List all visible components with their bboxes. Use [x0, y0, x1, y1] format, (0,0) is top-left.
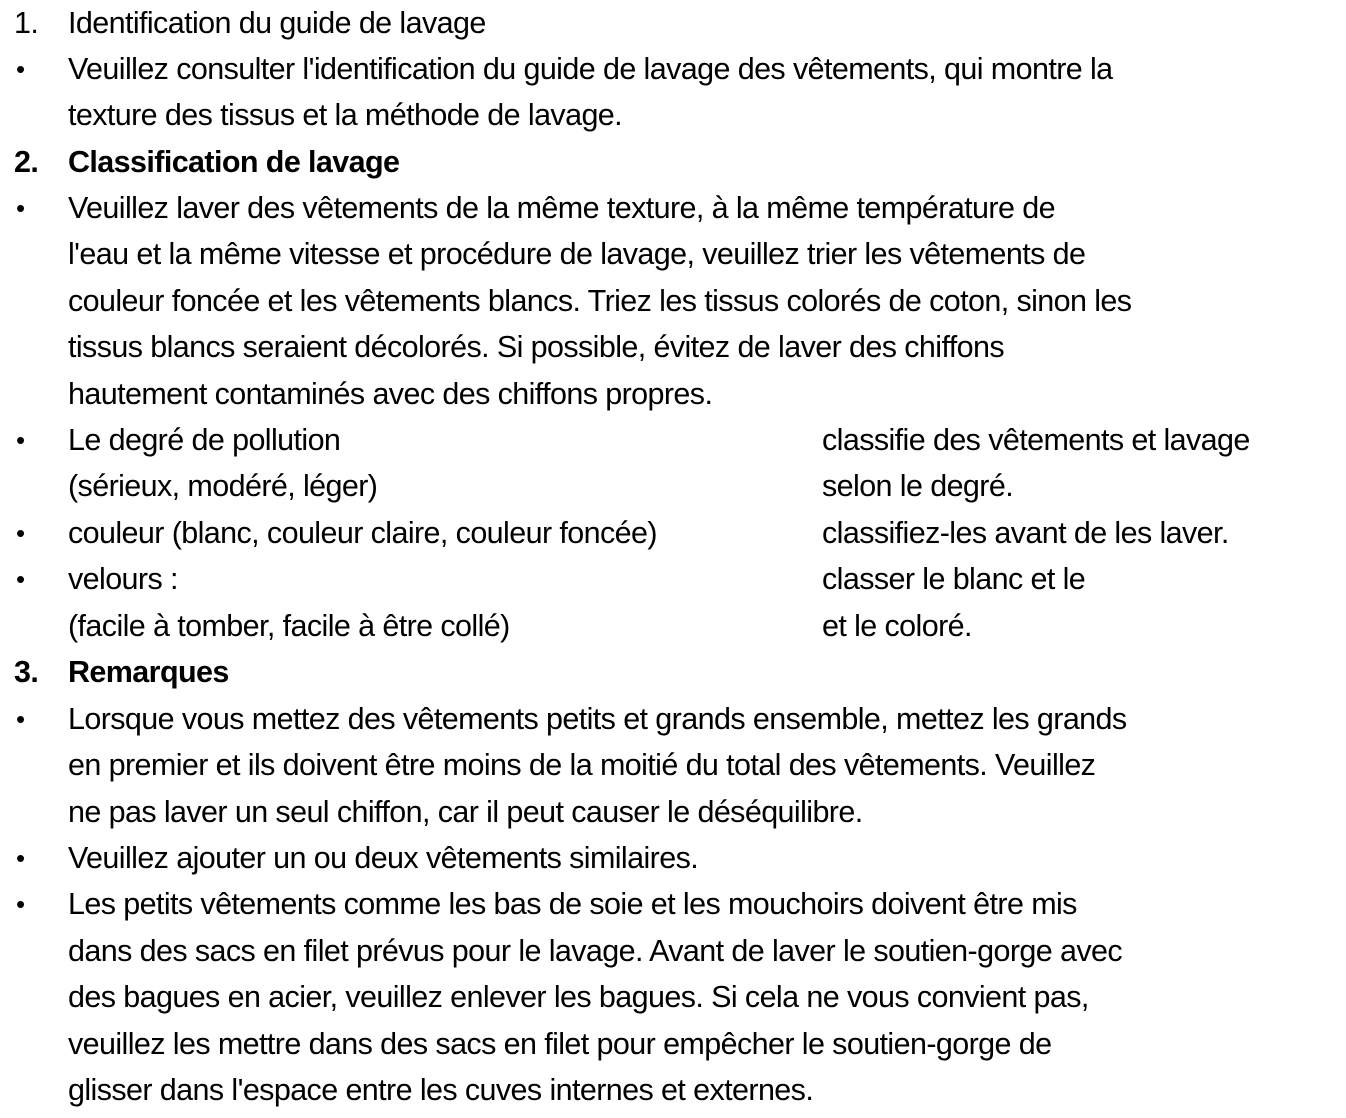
classification-row-pollution-continuation [0, 463, 1346, 509]
list-item-continuation [0, 1067, 1346, 1113]
bullet-text-line: ne pas laver un seul chiffon, car il peut causer le déséquilibre. [68, 795, 863, 829]
list-item-continuation [0, 974, 1346, 1020]
classification-action: classifie des vêtements et lavage [822, 423, 1250, 457]
section-2-heading [0, 139, 1346, 185]
list-item [0, 185, 1346, 231]
bullet-text-line: Les petits vêtements comme les bas de soie et les mouchoirs doivent être mis [68, 887, 1077, 921]
section-number: 1. [14, 6, 39, 40]
classification-row-velvet [0, 556, 1346, 602]
list-item-continuation [0, 1021, 1346, 1067]
bullet-text-line: veuillez les mettre dans des sacs en filet pour empêcher le soutien-gorge de [68, 1027, 1052, 1061]
bullet-text-line: hautement contaminés avec des chiffons propres. [68, 377, 713, 411]
list-item-continuation [0, 789, 1346, 835]
classification-criterion: couleur (blanc, couleur claire, couleur foncée) [68, 516, 657, 550]
section-1-heading [0, 0, 1346, 46]
bullet-text-line: Veuillez ajouter un ou deux vêtements similaires. [68, 841, 699, 875]
list-item-continuation [0, 324, 1346, 370]
bullet-text-line: texture des tissus et la méthode de lavage. [68, 98, 623, 132]
classification-criterion: (sérieux, modéré, léger) [68, 469, 378, 503]
bullet-icon: • [16, 193, 25, 223]
classification-row-velvet-continuation [0, 603, 1346, 649]
list-item-continuation [0, 278, 1346, 324]
section-title: Identification du guide de lavage [68, 6, 486, 40]
bullet-icon: • [16, 843, 25, 873]
bullet-text-line: couleur foncée et les vêtements blancs. Triez les tissus colorés de coton, sinon les [68, 284, 1132, 318]
list-item-continuation [0, 928, 1346, 974]
section-number: 3. [14, 655, 39, 689]
section-title: Classification de lavage [68, 145, 400, 179]
list-item-continuation [0, 742, 1346, 788]
list-item [0, 835, 1346, 881]
classification-action: classer le blanc et le [822, 562, 1086, 596]
list-item [0, 46, 1346, 92]
bullet-text-line: tissus blancs seraient décolorés. Si possible, évitez de laver des chiffons [68, 330, 1005, 364]
classification-action: et le coloré. [822, 609, 972, 643]
bullet-text-line: des bagues en acier, veuillez enlever les bagues. Si cela ne vous convient pas, [68, 980, 1089, 1014]
classification-criterion: Le degré de pollution [68, 423, 341, 457]
bullet-text-line: Lorsque vous mettez des vêtements petits et grands ensemble, mettez les grands [68, 702, 1127, 736]
bullet-icon: • [16, 889, 25, 919]
classification-row-pollution [0, 417, 1346, 463]
bullet-text-line: dans des sacs en filet prévus pour le lavage. Avant de laver le soutien-gorge avec [68, 934, 1122, 968]
bullet-icon: • [16, 564, 25, 594]
bullet-icon: • [16, 54, 25, 84]
list-item-continuation [0, 231, 1346, 277]
list-item-continuation [0, 92, 1346, 138]
bullet-text-line: en premier et ils doivent être moins de la moitié du total des vêtements. Veuillez [68, 748, 1096, 782]
section-3-heading [0, 649, 1346, 695]
bullet-text-line: l'eau et la même vitesse et procédure de lavage, veuillez trier les vêtements de [68, 237, 1086, 271]
list-item [0, 696, 1346, 742]
bullet-text-line: Veuillez consulter l'identification du guide de lavage des vêtements, qui montre la [68, 52, 1113, 86]
classification-criterion: (facile à tomber, facile à être collé) [68, 609, 510, 643]
classification-criterion: velours : [68, 562, 178, 596]
section-title: Remarques [68, 655, 229, 689]
section-number: 2. [14, 145, 39, 179]
bullet-text-line: Veuillez laver des vêtements de la même texture, à la même température de [68, 191, 1055, 225]
classification-row-color [0, 510, 1346, 556]
bullet-text-line: glisser dans l'espace entre les cuves internes et externes. [68, 1073, 814, 1107]
classification-action: selon le degré. [822, 469, 1014, 503]
bullet-icon: • [16, 704, 25, 734]
bullet-icon: • [16, 425, 25, 455]
classification-action: classifiez-les avant de les laver. [822, 516, 1229, 550]
list-item-continuation [0, 371, 1346, 417]
list-item [0, 881, 1346, 927]
bullet-icon: • [16, 518, 25, 548]
